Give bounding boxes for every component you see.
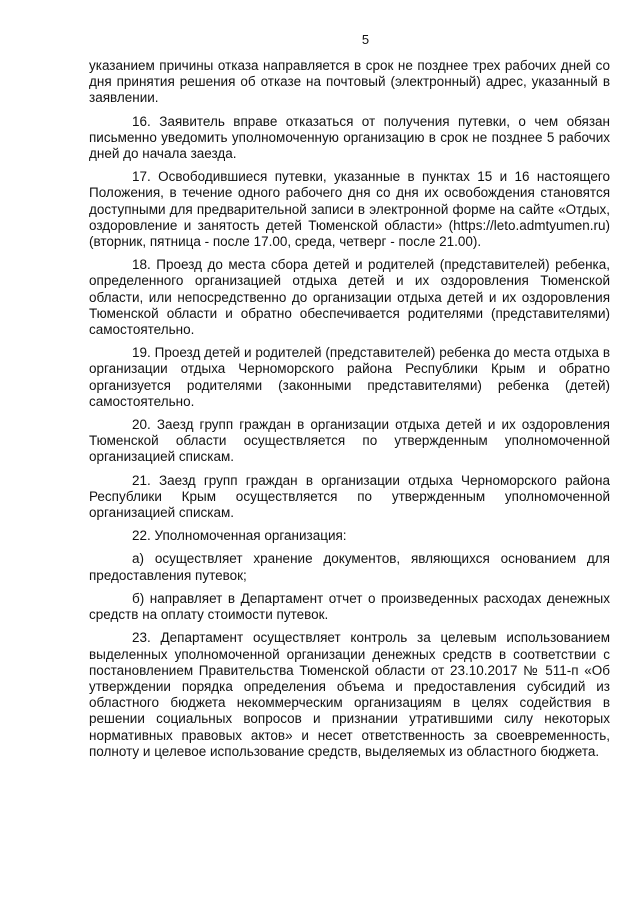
paragraph-21: 21. Заезд групп граждан в организации отдыха Черноморского района Республики Крым осуществляется по утвержденным уполномоченной организацией спискам. [89, 472, 610, 521]
paragraph-continuation: указанием причины отказа направляется в срок не позднее трех рабочих дней со дня принятия решения об отказе на почтовый (электронный) адрес, указанный в заявлении. [89, 58, 610, 106]
page-number: 5 [361, 32, 370, 47]
paragraph-22: 22. Уполномоченная организация: [132, 528, 347, 544]
paragraph-20: 20. Заезд групп граждан в организации отдыха детей и их оздоровления Тюменской области осуществляется по утвержденным уполномоченной организацией спискам. [89, 417, 610, 465]
paragraph-16: 16. Заявитель вправе отказаться от получения путевки, о чем обязан письменно уведомить уполномоченную организацию в срок не позднее 5 рабочих дней до начала заезда. [89, 113, 610, 162]
paragraph-18: 18. Проезд до места сбора детей и родителей (представителей) ребенка, определенного организацией отдыха детей и их оздоровления Тюменской области, или непосредственно до организации отдыха детей и их оздоровления Тюменской области и обратно обеспечивается родителями (представителями) самостоятельно. [89, 257, 610, 338]
paragraph-22-a: а) осуществляет хранение документов, являющихся основанием для предоставления путевок; [89, 551, 610, 583]
paragraph-17: 17. Освободившиеся путевки, указанные в пунктах 15 и 16 настоящего Положения, в течение одного рабочего дня со дня их освобождения становятся доступными для предварительной записи в электронной форме на сайте «Отдых, оздоровление и занятость детей Тюменской области» (https://leto.admtyumen.ru) (вторник, пятница - после 17.00, среда, четверг - после 21.00). [89, 169, 610, 250]
paragraph-22-b: б) направляет в Департамент отчет о произведенных расходах денежных средств на оплату стоимости путевок. [89, 590, 610, 623]
paragraph-19: 19. Проезд детей и родителей (представителей) ребенка до места отдыха в организации отдыха Черноморского района Республики Крым и обратно организуется родителями (законными представителями) ребенка (детей) самостоятельно. [89, 345, 610, 409]
paragraph-23: 23. Департамент осуществляет контроль за целевым использованием выделенных уполномоченной организации денежных средств в соответствии с постановлением Правительства Тюменской области от 23.10.2017 № 511-п «Об утверждении порядка определения объема и предоставления субсидий из областного бюджета некоммерческим организациям в целях содействия в решении социальных вопросов и признании утратившими силу некоторых нормативных правовых актов» и несет ответственность за своевременность, полноту и целевое использование средств, выделяемых из областного бюджета. [89, 630, 610, 759]
